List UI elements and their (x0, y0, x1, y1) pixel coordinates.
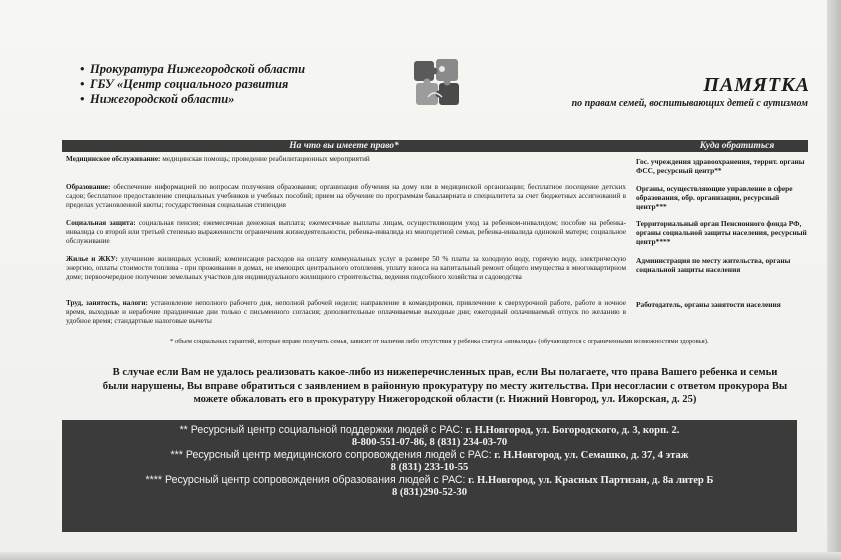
footnote: * объем социальных гарантий, которые вправе получить семья, зависит от наличия либо отсутствия у ребенка статуса «инвалида» (обучающегося с ограниченными возможностями здоровья). (170, 338, 709, 345)
rights-education: Образование: обеспечение информацией по вопросам получения образования; организация обучения на дому или в медицинской организации; бесплатное посещение детских садов; бесплатное предоставление специальных учебников и учебных пособий; прием на обучение по программам бакалавриата и специалитета за счет бюджетных ассигнований в пределах установленной квоты; государственная социальная стипендия (66, 183, 626, 209)
where-social: Территориальный орган Пенсионного фонда РФ, органы социальной защиты населения, ресурсный центр**** (636, 219, 807, 246)
rights-medical: Медицинское обслуживание: медицинская помощь; проведение реабилитационных мероприятий (66, 155, 370, 163)
center-medical-line: *** Ресурсный центр медицинского сопровождения людей с РАС: г. Н.Новгород, ул. Семашко, д. 37, 4 этаж (170, 449, 689, 461)
center-education-phone: 8 (831)290-52-30 (391, 487, 468, 498)
rights-social: Социальная защита: социальная пенсия; ежемесячная денежная выплата; ежемесячные выплаты лицам, осуществляющим уход за ребенком-инвалидом; пособие на ребенка-инвалида со второй или третьей степенью выраженности ограничения жизнедеятельности, ребенка-инвалида из многодетной семьи, ребенка-инвалида одинокой матери; социальное обслуживание (66, 219, 626, 245)
scan-edge-bottom (0, 552, 841, 560)
org-social-center: • ГБУ «Центр социального развития (80, 77, 410, 92)
org-social-center-cont: Нижегородской области» (90, 92, 235, 106)
center-medical-phone: 8 (831) 233-10-55 (390, 462, 469, 473)
rights-housing: Жилье и ЖКУ: улучшение жилищных условий; компенсация расходов на оплату коммунальных услуг в размере 50 % платы за холодную воду, горячую воду, электрическую энергию, оплаты стоимости топлива - при проживании в домах, не имеющих центрального отопления, уплату взноса на капитальный ремонт общего имущества в многоквартирном доме; первоочередное получение земельных участков для индивидуального жилищного строительства, ведения подсобного хозяйства и садоводства (66, 255, 626, 281)
organizations-block (80, 62, 410, 107)
where-labor: Работодатель, органы занятости населения (636, 300, 781, 309)
org-prosecutor: • Прокуратура Нижегородской области (80, 62, 410, 77)
appeal-paragraph: В случае если Вам не удалось реализовать какое-либо из нижеперечисленных прав, если Вы полагаете, что права Вашего ребенка и семьи были нарушены, Вы вправе обратиться с заявлением в районную прокуратуру по месту жительства. При несогласии с ответом прокурора Вы можете обжаловать его в прокуратуру Нижегородской области (г. Нижний Новгород, ул. Ижорская, д. 25) (102, 367, 788, 405)
center-social-line: ** Ресурсный центр социальной поддержки людей с РАС: г. Н.Новгород, ул. Богородского, д. 3, корп. 2. (179, 424, 680, 436)
rights-column-header: На что вы имеете право* (289, 141, 399, 151)
scan-edge-right (827, 0, 841, 560)
where-medical: Гос. учреждения здравоохранения, террит. органы ФСС, ресурсный центр** (636, 157, 805, 175)
center-education-line: **** Ресурсный центр сопровождения образования людей с РАС: г. Н.Новгород, ул. Красных Партизан, д. 8а литер Б (145, 474, 714, 486)
resource-centers-box (62, 420, 797, 532)
where-education: Органы, осуществляющие управление в сфере образования, обр. организации, ресурсный центр*** (636, 184, 793, 211)
where-housing: Администрация по месту жительства, органы социальной защиты населения (636, 256, 791, 274)
where-column-header: Куда обратиться (699, 141, 775, 151)
page-title: ПАМЯТКА (703, 74, 810, 96)
center-social-phone: 8-800-551-07-86, 8 (831) 234-03-70 (351, 437, 508, 448)
page-subtitle: по правам семей, воспитывающих детей с аутизмом (571, 98, 808, 109)
table-header-bar (62, 140, 808, 152)
rights-labor: Труд, занятость, налоги: установление неполного рабочего дня, неполной рабочей недели; направление в командировки, привлечение к сверхурочной работе, работе в ночное время, выходные и нерабочие праздничные дни только с письменного согласия; дополнительные оплачиваемые выходные дни; ежегодный оплачиваемый отпуск по желанию в удобное время; стандартные налоговые вычеты (66, 299, 626, 325)
puzzle-logo-icon (412, 55, 462, 111)
